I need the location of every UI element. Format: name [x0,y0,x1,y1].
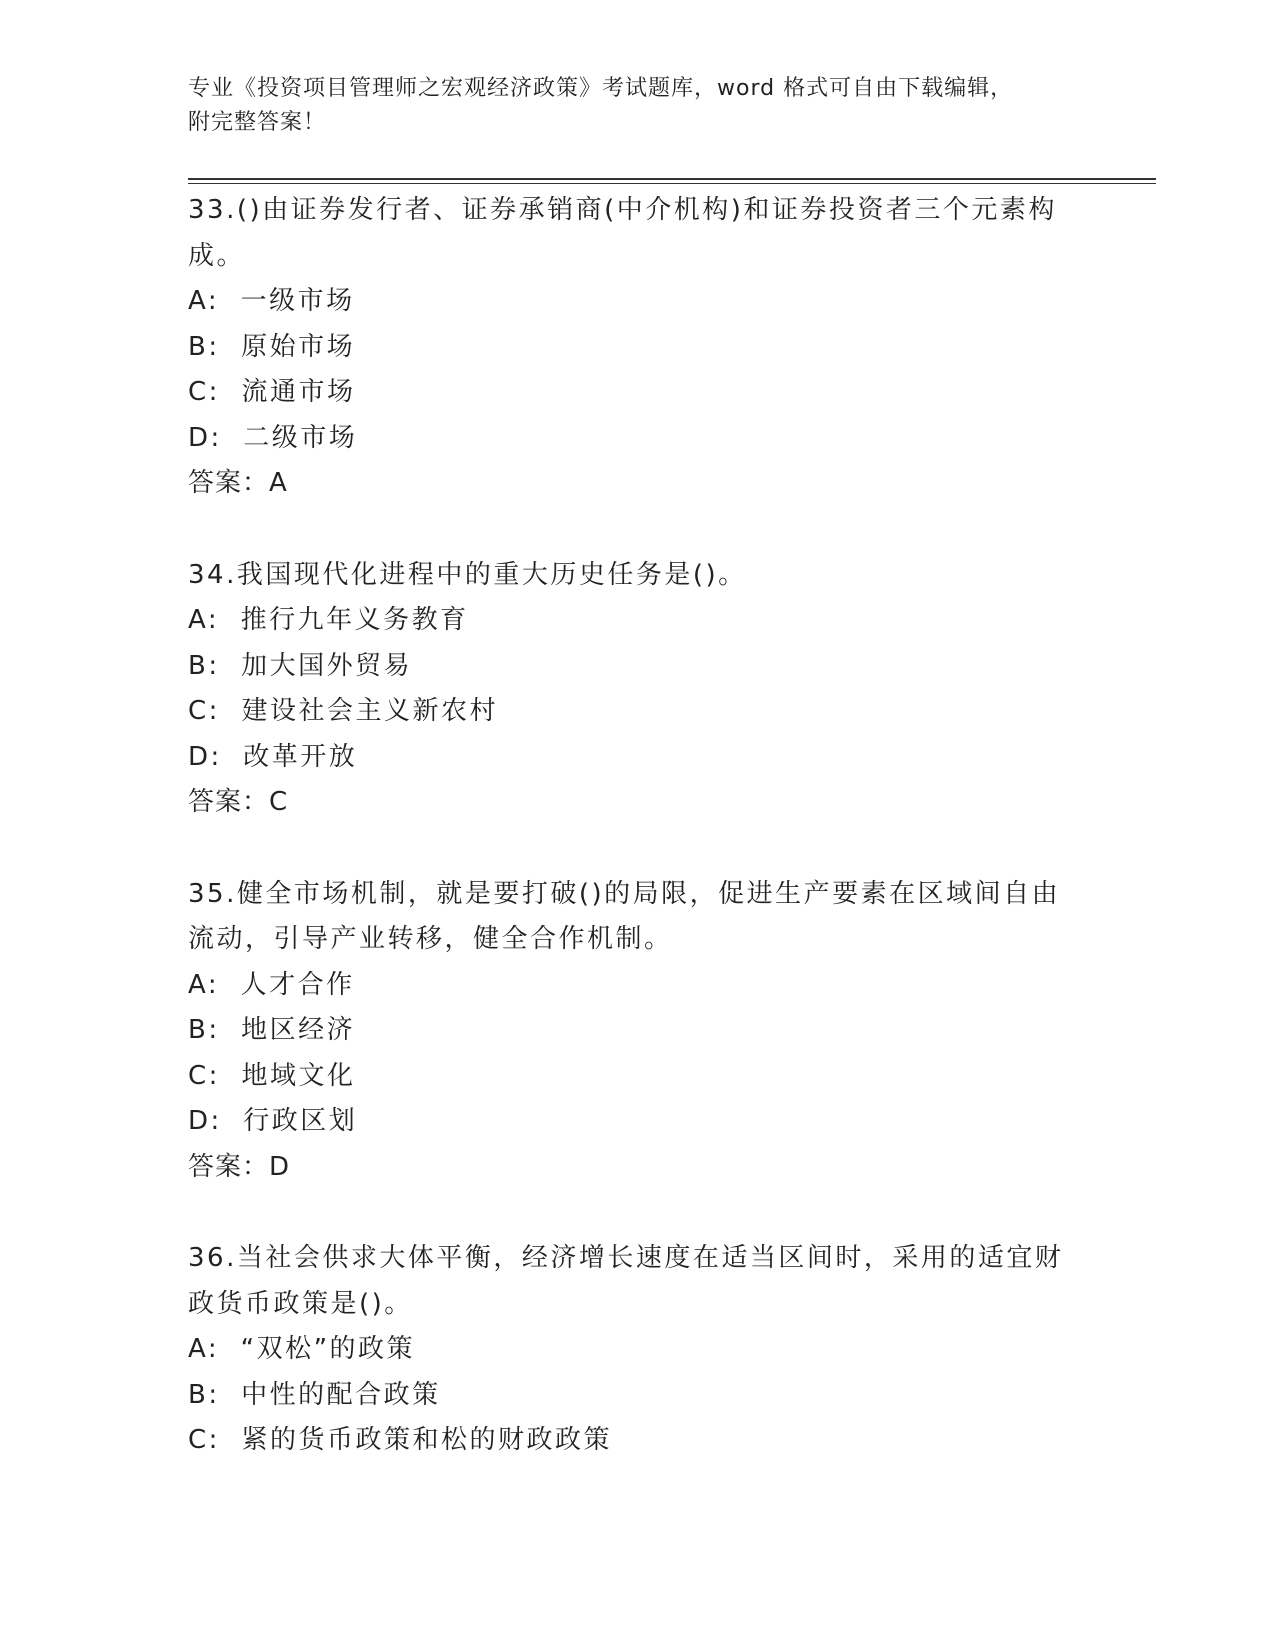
header-line-2: 附完整答案！ [188,110,327,135]
answer-line: 答案：C [188,787,289,817]
option-b: B: 加大国外贸易 [188,650,413,681]
answer-line: 答案：D [188,1151,291,1182]
question-stem: 35.健全市场机制，就是要打破()的局限，促进生产要素在区域间自由流动，引导产业转移，健全合作机制。 [188,878,1061,954]
question-33 [188,188,1078,507]
question-35 [188,872,1078,1191]
option-c: C: 建设社会主义新农村 [188,696,498,726]
option-d: D: 二级市场 [188,422,358,453]
answer-line: 答案：A [188,468,288,498]
header-line-1: 专业《投资项目管理师之宏观经济政策》考试题库，word 格式可自由下载编辑， [188,76,1014,101]
option-c: C: 紧的货币政策和松的财政政策 [188,1425,612,1455]
question-stem: 36.当社会供求大体平衡，经济增长速度在适当区间时，采用的适宜财政货币政策是()。 [188,1243,1064,1319]
option-d: D: 改革开放 [188,741,358,772]
option-d: D: 行政区划 [188,1106,358,1136]
option-c: C: 地域文化 [188,1060,356,1091]
option-a: A: 一级市场 [188,286,355,316]
header-divider-thick [188,178,1156,180]
question-stem: 33.()由证券发行者、证券承销商(中介机构)和证券投资者三个元素构成。 [188,195,1057,271]
option-a: A: “双松”的政策 [188,1334,416,1364]
option-b: B: 地区经济 [188,1015,356,1045]
option-b: B: 中性的配合政策 [188,1379,441,1410]
document-header [188,72,1078,140]
question-list [188,188,1078,1510]
question-stem: 34.我国现代化进程中的重大历史任务是()。 [188,559,747,590]
option-a: A: 人才合作 [188,969,355,1000]
option-a: A: 推行九年义务教育 [188,605,469,635]
header-divider-thin [188,183,1156,184]
option-b: B: 原始市场 [188,331,356,362]
question-36 [188,1236,1078,1464]
question-34 [188,553,1078,826]
option-c: C: 流通市场 [188,377,356,407]
